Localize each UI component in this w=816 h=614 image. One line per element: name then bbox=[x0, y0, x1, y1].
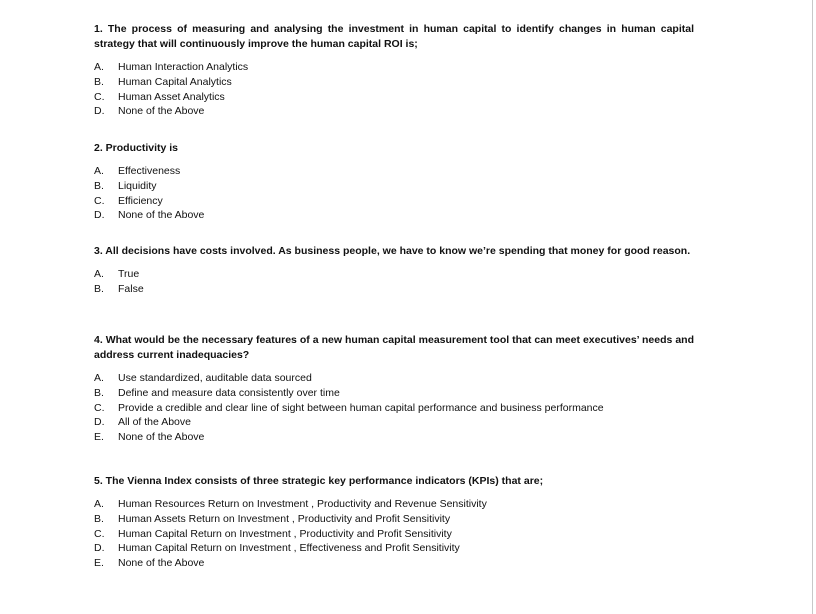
question-4-option-b bbox=[94, 386, 694, 401]
question-3-option-b bbox=[94, 282, 690, 297]
option-text: Human Capital Analytics bbox=[118, 75, 232, 88]
question-1-option-b bbox=[94, 75, 694, 90]
question-3-option-a bbox=[94, 267, 690, 282]
question-3-options bbox=[94, 267, 690, 297]
option-letter: D. bbox=[94, 209, 105, 222]
option-text: Human Interaction Analytics bbox=[118, 61, 249, 73]
question-2-option-a bbox=[94, 164, 204, 179]
option-text: Use standardized, auditable data sourced bbox=[118, 372, 312, 384]
option-letter: D. bbox=[94, 416, 105, 429]
question-4-options bbox=[94, 371, 694, 445]
question-5-option-b bbox=[94, 512, 543, 527]
option-text: All of the Above bbox=[118, 416, 191, 429]
option-letter: B. bbox=[94, 282, 104, 295]
option-letter: B. bbox=[94, 386, 104, 399]
option-letter: B. bbox=[94, 75, 104, 88]
question-2-option-c bbox=[94, 194, 204, 209]
option-letter: C. bbox=[94, 194, 105, 207]
option-letter: B. bbox=[94, 512, 104, 525]
question-5-text: 5. The Vienna Index consists of three strategic key performance indicators (KPIs) that are; bbox=[94, 475, 544, 487]
option-letter: A. bbox=[94, 61, 104, 73]
question-5-option-a bbox=[94, 497, 543, 512]
option-letter: A. bbox=[94, 372, 104, 384]
option-text: None of the Above bbox=[118, 557, 205, 570]
option-letter: C. bbox=[94, 90, 105, 103]
option-letter: B. bbox=[94, 179, 104, 192]
question-1 bbox=[94, 22, 694, 119]
option-letter: A. bbox=[94, 498, 104, 510]
question-1-options bbox=[94, 60, 694, 119]
question-1-text: 1. The process of measuring and analysing the investment in human capital to identify changes in human capital strategy that will continuously improve the human capital ROI is; bbox=[94, 23, 694, 50]
option-text: Efficiency bbox=[118, 194, 163, 207]
question-4-text: 4. What would be the necessary features of a new human capital measurement tool that can meet executives’ needs and address current inadequacies? bbox=[94, 334, 694, 361]
question-5-option-e bbox=[94, 556, 543, 571]
option-letter: A. bbox=[94, 165, 104, 177]
question-3-text: 3. All decisions have costs involved. As business people, we have to know we’re spending that money for good reason. bbox=[94, 245, 691, 257]
question-5 bbox=[94, 474, 543, 571]
question-4 bbox=[94, 333, 694, 445]
option-text: Human Assets Return on Investment , Productivity and Profit Sensitivity bbox=[118, 512, 451, 525]
option-text: Human Capital Return on Investment , Effectiveness and Profit Sensitivity bbox=[118, 542, 460, 555]
question-3 bbox=[94, 244, 690, 297]
option-text: Human Resources Return on Investment , Productivity and Revenue Sensitivity bbox=[118, 498, 487, 510]
option-text: Liquidity bbox=[118, 179, 157, 192]
question-1-option-d bbox=[94, 104, 694, 119]
option-letter: A. bbox=[94, 268, 104, 280]
option-letter: E. bbox=[94, 431, 104, 444]
option-letter: E. bbox=[94, 557, 104, 570]
question-4-option-d bbox=[94, 415, 694, 430]
option-letter: D. bbox=[94, 105, 105, 118]
question-2-options bbox=[94, 164, 204, 223]
question-1-option-a bbox=[94, 60, 694, 75]
question-2-option-d bbox=[94, 208, 204, 223]
question-4-option-e bbox=[94, 430, 694, 445]
option-text: True bbox=[118, 268, 140, 280]
option-text: Provide a credible and clear line of sight between human capital performance and business performance bbox=[118, 401, 604, 414]
question-5-options bbox=[94, 497, 543, 571]
option-text: False bbox=[118, 282, 144, 295]
question-5-option-c bbox=[94, 527, 543, 542]
option-text: Define and measure data consistently over time bbox=[118, 386, 340, 399]
option-letter: C. bbox=[94, 401, 105, 414]
option-text: None of the Above bbox=[118, 431, 205, 444]
option-text: Human Capital Return on Investment , Productivity and Profit Sensitivity bbox=[118, 527, 452, 540]
question-5-option-d bbox=[94, 541, 543, 556]
option-letter: D. bbox=[94, 542, 105, 555]
question-2-text: 2. Productivity is bbox=[94, 142, 179, 154]
option-text: None of the Above bbox=[118, 105, 205, 118]
option-text: Human Asset Analytics bbox=[118, 90, 225, 103]
question-2 bbox=[94, 141, 204, 223]
question-1-option-c bbox=[94, 90, 694, 105]
option-text: None of the Above bbox=[118, 209, 205, 222]
question-4-option-a bbox=[94, 371, 694, 386]
option-text: Effectiveness bbox=[118, 165, 181, 177]
question-2-option-b bbox=[94, 179, 204, 194]
option-letter: C. bbox=[94, 527, 105, 540]
question-4-option-c bbox=[94, 401, 694, 416]
